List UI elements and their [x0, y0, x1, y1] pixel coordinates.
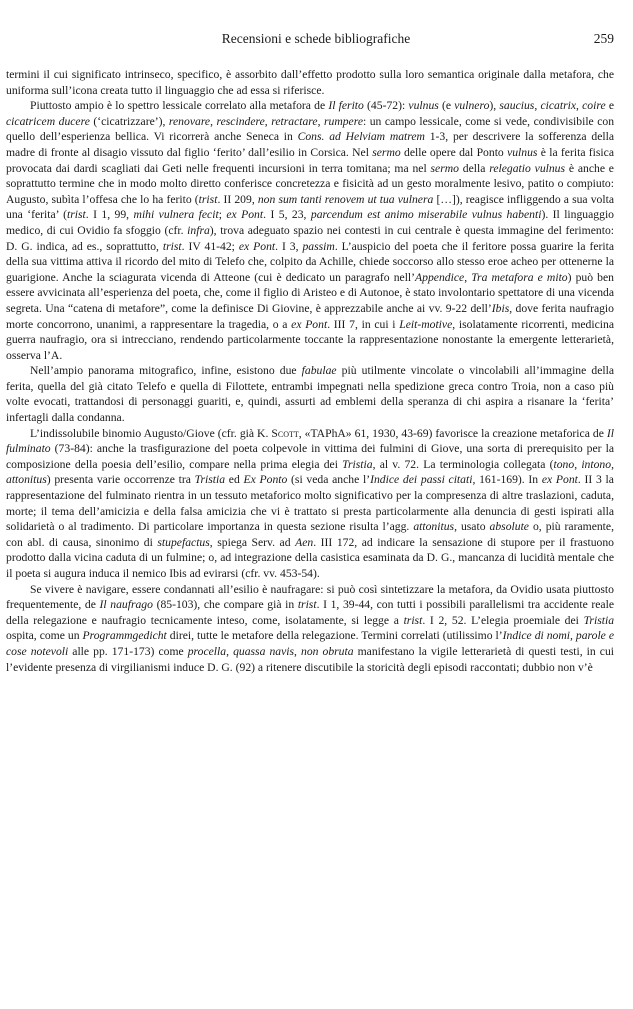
- italic-run: cicatricem ducere: [6, 114, 90, 128]
- text-run: . III 7, in cui i: [327, 317, 400, 331]
- text-run: ;: [218, 208, 227, 222]
- italic-run: sermo: [372, 145, 401, 159]
- italic-run: mihi vulnera fecit: [133, 208, 219, 222]
- text-run: ). Il linguaggio medico, di cui Ovidio fa sfoggio (cfr.: [6, 208, 614, 237]
- text-run: ,: [576, 99, 583, 113]
- text-run: Nell’ampio panorama mitografico, infine, esistono due: [30, 364, 302, 378]
- text-run: ) presenta varie occorrenze tra: [46, 473, 195, 487]
- text-run: ed: [225, 473, 244, 487]
- italic-run: vulnus: [507, 145, 538, 159]
- italic-run: trist: [198, 192, 218, 206]
- paragraph-1: termini il cui significato intrinseco, specifico, è assorbito dall’effetto prodotto sulla loro semantica originale dalla metafora, che uniforma sull’icona creata tutto il linguaggio che ad essa si riferisce.: [6, 68, 614, 97]
- text-run: . III 172, ad indicare la sensazione di stupore per il frastuono prodotto dalla vicina caduta di un fulmine; o, ad integrazione della casistica esaminata da D. G., mancanza di lucidità mentale che il poeta si augura induca il nemico Ibis ad evirarsi (cfr. vv. 453-54).: [6, 535, 614, 580]
- italic-run: procella: [187, 644, 227, 658]
- italic-run: Il ferito: [328, 99, 364, 113]
- italic-run: Leit-motive: [399, 317, 453, 331]
- italic-run: ex Pont: [226, 208, 264, 222]
- text-run: e: [605, 99, 614, 113]
- italic-run: sermo: [430, 161, 459, 175]
- text-run: 1-3, per descrivere la sofferenza della madre di fronte al disagio vissuto dal figlio ‘ferito’ dall’esilio in Corsica. Nel: [6, 130, 614, 159]
- italic-run: non sum tanti renovem ut tua vulnera: [257, 192, 434, 206]
- text-run: . II 3 la rappresentazione del fulminato rientra in un tessuto metaforico molto significativo per la compresenza di altre traslazioni, caduta, morte; il tema dell’amicizia e della falsa amicizia che vi è trattato si presta particolarmente alla denuncia di gesti ispirati alla solidarietà o al tradimento. Di particolare importanza in questa sezione risulta l’agg.: [6, 473, 614, 534]
- paragraph-3: [6, 363, 614, 425]
- running-head-title: Recensioni e schede bibliografiche: [221, 31, 411, 46]
- paragraph-2: [6, 98, 614, 363]
- italic-run: Il naufrago: [99, 598, 153, 612]
- italic-run: Cons. ad Helviam matrem: [297, 130, 425, 144]
- italic-run: Ibis: [491, 301, 510, 315]
- italic-run: Aen: [295, 535, 314, 549]
- text-run: . I 1, 39-44, con tutti i possibili parallelismi tra accidente reale della relegazione e naufragio tecnicamente inteso, come, isolatamente, si legge a: [6, 598, 614, 627]
- italic-run: renovare: [168, 114, 211, 128]
- italic-run: Programmgedicht: [82, 629, 167, 643]
- italic-run: ex Pont: [238, 239, 276, 253]
- text-run: (73-84): anche la trasfigurazione del poeta colpevole in vittima dei fulmini di Giove, una sorta di prerequisito per la composizione della poesia dell’esilio, compare nella prima elegia dei: [6, 442, 614, 471]
- text-run: (si veda anche l’: [287, 473, 371, 487]
- text-run: delle opere dal Ponto: [400, 145, 508, 159]
- italic-run: rumpere: [323, 114, 363, 128]
- text-run: (‘cicatrizzare’),: [89, 114, 169, 128]
- italic-run: Ex Ponto: [243, 473, 288, 487]
- text-run: , dove ferita naufragio morte concorrono, unanimi, a rappresentare la tragedia, o a: [6, 301, 614, 331]
- page-number: 259: [593, 31, 614, 46]
- italic-run: fabulae: [301, 364, 337, 378]
- italic-run: ex Pont: [541, 473, 578, 487]
- paragraph-4: [6, 426, 614, 582]
- text-run: ) può ben essere avvicinata all’esperienza del poeta, che, come il figlio di Aristeo e di Autonoe, è stato involontario spettatore di una vicenda segreta. Una “catena di metafore”, come la definisce Di Giovine, è apprezzabile anche ai vv. 9-22 dell’: [6, 270, 615, 315]
- italic-run: saucius: [499, 99, 535, 113]
- italic-run: Tristia: [342, 457, 373, 471]
- text-run: ,: [534, 99, 541, 113]
- text-run: ,: [611, 457, 614, 471]
- text-run: , usato: [454, 520, 490, 534]
- text-run: ,: [294, 644, 301, 658]
- italic-run: trist: [66, 208, 86, 222]
- italic-run: tono: [553, 457, 575, 471]
- text-run: . II 209,: [217, 192, 258, 206]
- text-run: manifestano la vigile letterarietà di questi testi, in cui l’evidente presenza di virgilianismi induce D. G. (92) a ritenere discutibile la storicità degli episodi raccontati; dubbio non v’è: [6, 644, 615, 674]
- text-run: ,: [317, 114, 324, 128]
- text-run: . I 1, 99,: [85, 208, 134, 222]
- italic-run: attonitus: [413, 520, 455, 534]
- text-run: è anche e soprattutto termine che in modo molto diretto conferisce concretezza e fisicità ad un gesto moralmente lesivo, patito o compiuto: Augusto, subìta l’offesa che lo ha ferito (: [6, 161, 614, 206]
- italic-run: trist: [162, 239, 182, 253]
- italic-run: Il fulminato: [6, 426, 615, 456]
- italic-run: vulnero: [454, 99, 490, 113]
- text-run: , 161-169). In: [472, 473, 542, 487]
- text-run: , «TAPhA» 61, 1930, 43-69) favorisce la creazione metaforica de: [298, 426, 607, 440]
- italic-run: attonitus: [6, 473, 47, 487]
- author-smallcaps: Scott: [271, 426, 299, 440]
- italic-run: Indice dei passi citati: [370, 473, 473, 487]
- text-run: è la ferita fisica provocata dai dardi scagliati dai Geti nelle frequenti incursioni in terra tomitana; ma nel: [6, 145, 614, 175]
- italic-run: intono: [581, 457, 612, 471]
- italic-run: Tra metafora e mito: [471, 270, 568, 284]
- paragraph-5: [6, 582, 614, 676]
- text-run: […]), reagisce infliggendo a sua volta una ‘ferita’ (: [6, 192, 615, 222]
- italic-run: passim: [302, 239, 335, 253]
- italic-run: relegatio vulnus: [489, 161, 566, 175]
- text-run: della: [458, 161, 490, 175]
- running-head: [6, 30, 626, 48]
- italic-run: Tristia: [194, 473, 226, 487]
- italic-run: Appendice: [415, 270, 465, 284]
- text-run: . I 3,: [275, 239, 303, 253]
- text-run: o, più raramente, con abl. di causa, sinonimo di: [6, 520, 614, 549]
- text-run: , al v. 72. La terminologia collegata (: [372, 457, 554, 471]
- text-run: L’indissolubile binomio Augusto/Giove (cfr. già K.: [30, 426, 272, 440]
- italic-run: non obruta: [301, 644, 354, 658]
- italic-run: quassa navis: [233, 644, 295, 658]
- italic-run: coire: [582, 99, 606, 113]
- text-run: ospita, come un: [6, 629, 83, 643]
- text-run: (85-103), che compare già in: [152, 598, 298, 612]
- italic-run: rescindere: [216, 114, 265, 128]
- text-run: ,: [210, 114, 217, 128]
- text-run: . L’auspicio del poeta che il feritore possa guarire la ferita della sua vittima attiva il ricordo del mito di Telefo che, colpito da Achille, chiede soccorso allo stesso eroe acheo per ottenerne la guarigione. Anche la sciagurata vicenda di Atteone (cui è dedicato un paragrafo nell’: [6, 239, 614, 284]
- italic-run: trist: [403, 613, 423, 627]
- italic-run: ex Pont: [291, 317, 328, 331]
- italic-run: cicatrix: [540, 99, 577, 113]
- text-run: più utilmente vincolate o vincolabili all’immagine della ferita, quella del già citato Telefo e quella di Filottete, entrambi impegnati nella spedizione greca contro Troia, non a caso più volte evocati, trattandosi di personaggi guariti, e, quindi, assurti ad emblemi della speranza di chi aspira a risanare la ‘ferita’ infertagli dalla condanna.: [6, 364, 614, 425]
- italic-run: trist: [297, 598, 317, 612]
- text-run: ), trova adeguato spazio nei contesti in cui centrale è questa immagine del ferimento: D. G. indica, ad es., soprattutto,: [6, 223, 614, 253]
- italic-run: infra: [187, 223, 210, 237]
- text-run: (45-72):: [363, 99, 409, 113]
- text-run: : un campo lessicale, come si vede, condivisibile con quello dell’esperienza bellica. Vi ricorrerà anche Seneca in: [6, 114, 615, 144]
- italic-run: Tristia: [583, 613, 615, 627]
- italic-run: retractare: [271, 114, 318, 128]
- text-run: . I 2, 52. L’elegia proemiale dei: [422, 613, 584, 627]
- text-run: ,: [264, 114, 272, 128]
- italic-run: stupefactus: [157, 535, 210, 549]
- text-run: alle pp. 171-173) come: [68, 644, 188, 658]
- text-run: direi, tutte le metafore della relegazione. Termini correlati (utilissimo l’: [166, 629, 503, 643]
- text-run: ,: [574, 457, 582, 471]
- text-run: (e: [438, 99, 455, 113]
- italic-run: parcendum est animo miserabile vulnus habenti: [310, 208, 542, 222]
- italic-run: vulnus: [408, 99, 439, 113]
- italic-run: absolute: [489, 520, 529, 534]
- body-text: [6, 67, 614, 675]
- text-run: ,: [226, 644, 234, 658]
- italic-run: Indice di nomi, parole e cose notevoli: [6, 629, 614, 658]
- text-run: Piuttosto ampio è lo spettro lessicale correlato alla metafora de: [30, 99, 329, 113]
- text-run: , isolatamente ricorrenti, medicina guerra naufragio, ora si intrecciano, rendendo particolarmente toccante la rappresentazione nonostante la emergente letterarietà, osserva l’A.: [6, 317, 614, 362]
- text-run: ,: [464, 270, 472, 284]
- text-run: Se vivere è navigare, essere condannati all’esilio è naufragare: si può così sintetizzare la metafora, da Ovidio usata piuttosto frequentemente, de: [6, 582, 614, 612]
- text-run: ),: [489, 99, 500, 113]
- text-run: , spiega Serv. ad: [209, 535, 296, 549]
- text-run: . I 5, 23,: [263, 208, 311, 222]
- text-run: . IV 41-42;: [181, 239, 239, 253]
